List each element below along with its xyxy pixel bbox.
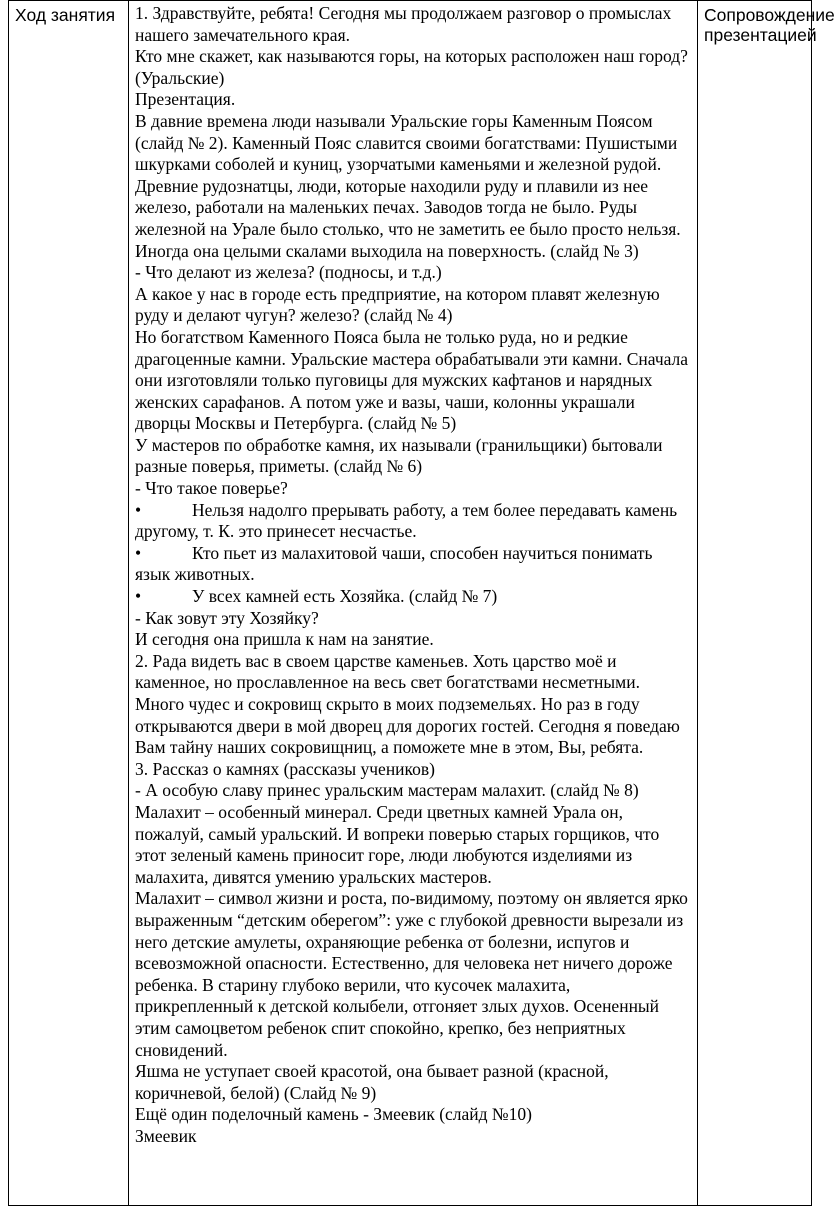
bullet-item — [135, 500, 691, 543]
bullet-text: У всех камней есть Хозяйка. (слайд № 7) — [192, 586, 498, 607]
paragraph: В давние времена люди называли Уральские горы Каменным Поясом (слайд № 2). Каменный Пояс славится своими богатствами: Пушистыми шкурками соболей и куниц, узорчатыми каменьями и железной рудой. — [135, 110, 678, 175]
bullet-mark: • — [135, 586, 142, 607]
paragraph: Ещё один поделочный камень - Змеевик (слайд №10) — [135, 1104, 532, 1125]
paragraph: Малахит – символ жизни и роста, по-видимому, поэтому он является ярко выраженным “детским оберегом”: уже с глубокой древности вырезали из него детские амулеты, охраняющие ребенка от болезни, испугов и всевозможной опасности. Естественно, для человека нет ничего дороже ребенка. В старину глубоко верили, что кусочек малахита, прикрепленный к детской колыбели, отгоняет злых духов. Осененный этим самоцветом ребенок спит спокойно, крепко, без неприятных сновидений. — [135, 888, 688, 1060]
paragraph: А какое у нас в городе есть предприятие, на котором плавят железную руду и делают чугун? железо? (слайд № 4) — [135, 283, 660, 326]
paragraph: 1. Здравствуйте, ребята! Сегодня мы продолжаем разговор о промыслах нашего замечательного края. — [135, 3, 672, 45]
paragraph: И сегодня она пришла к нам на занятие. — [135, 629, 434, 650]
paragraph: - А особую славу принес уральским мастерам малахит. (слайд № 8) — [135, 780, 639, 801]
bullet-text: Кто пьет из малахитовой чаши, способен научиться понимать язык животных. — [135, 542, 653, 585]
presentation-support-cell — [698, 1, 835, 1206]
bullet-text: Нельзя надолго прерывать работу, а тем более передавать камень другому, т. К. это принесет несчастье. — [135, 499, 678, 542]
lesson-progress-label: Ход занятия — [15, 5, 116, 25]
paragraph: - Что такое поверье? — [135, 478, 288, 499]
bullet-item — [135, 543, 691, 586]
lesson-table — [8, 0, 835, 1206]
bullet-mark: • — [135, 499, 142, 520]
paragraph: Но богатством Каменного Пояса была не только руда, но и редкие драгоценные камни. Уральские мастера обрабатывали эти камни. Сначала они изготовляли только пуговицы для мужских кафтанов и нарядных женских сарафанов. А потом уже и вазы, чаши, колонны украшали дворцы Москвы и Петербурга. (слайд № 5) — [135, 326, 689, 434]
paragraph: 2. Рада видеть вас в своем царстве каменьев. Хоть царство моё и каменное, но прославленное на весь свет богатствами несметными. Много чудес и сокровищ скрыто в моих подземельях. Но раз в году открываются двери в мой дворец для дорогих гостей. Сегодня я поведаю Вам тайну наших сокровищниц, а поможете мне в этом, Вы, ребята. — [135, 650, 680, 758]
paragraph: Кто мне скажет, как называются горы, на которых расположен наш город? (Уральские) — [135, 46, 688, 88]
lesson-content-cell — [129, 1, 698, 1206]
paragraph: - Как зовут эту Хозяйку? — [135, 607, 319, 628]
paragraph: 3. Рассказ о камнях (рассказы учеников) — [135, 758, 436, 779]
paragraph: У мастеров по обработке камня, их называли (гранильщики) бытовали разные поверья, приметы. (слайд № 6) — [135, 434, 663, 477]
presentation-support-label: Сопровождение презентацией — [704, 5, 835, 45]
paragraph: Яшма не уступает своей красотой, она бывает разной (красной, коричневой, белой) (Слайд № 9) — [135, 1061, 609, 1103]
lesson-progress-header — [9, 1, 129, 1206]
paragraph: - Что делают из железа? (подносы, и т.д.) — [135, 262, 442, 283]
bullet-mark: • — [135, 542, 142, 563]
paragraph: Древние рудознатцы, люди, которые находили руду и плавили из нее железо, работали на маленьких печах. Заводов тогда не было. Руды железной на Урале было столько, что не заметить ее было просто нельзя. Иногда она целыми скалами выходила на поверхность. (слайд № 3) — [135, 175, 681, 261]
table-row — [9, 1, 812, 1206]
paragraph: Презентация. — [135, 89, 236, 110]
paragraph: Малахит – особенный минерал. Среди цветных камней Урала он, пожалуй, самый уральский. И вопреки поверью старых горщиков, что этот зеленый камень приносит горе, люди любуются изделиями из малахита, дивятся умению уральских мастеров. — [135, 801, 660, 887]
paragraph: Змеевик — [135, 1125, 197, 1146]
bullet-item — [135, 586, 691, 608]
